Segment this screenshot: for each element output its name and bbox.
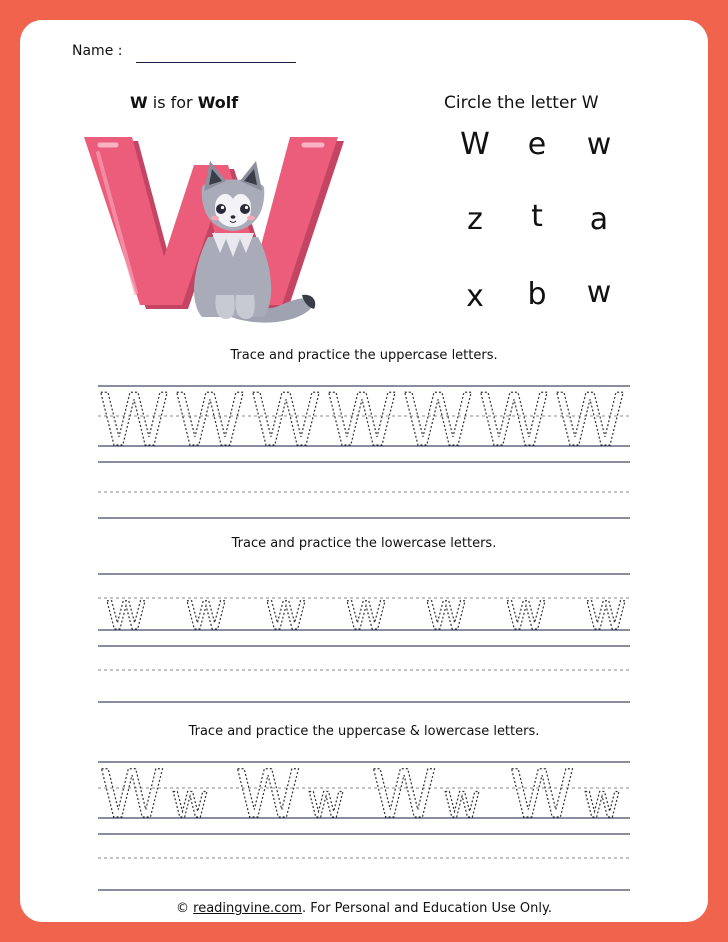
circle-letter-grid	[455, 127, 685, 320]
mixed-trace-band[interactable]	[98, 758, 630, 894]
trace-letter: W	[371, 758, 437, 833]
trace-letter: W	[99, 758, 165, 833]
trace-letter: w	[424, 582, 468, 642]
footer	[20, 901, 708, 916]
subject-title	[130, 93, 238, 112]
trace-letter: W	[402, 378, 474, 462]
trace-letter: w	[344, 582, 388, 642]
subject-is-for: is for	[152, 93, 193, 112]
trace-letter: w	[307, 774, 345, 828]
trace-letter: W	[326, 378, 398, 462]
trace-letter: w	[184, 582, 228, 642]
footer-link[interactable]: readingvine.com	[193, 901, 302, 916]
trace-letter: w	[504, 582, 548, 642]
circle-letter-option[interactable]: e	[527, 127, 547, 162]
name-line[interactable]	[136, 62, 296, 63]
trace-letter: W	[98, 378, 170, 462]
trace-letter: W	[235, 758, 301, 833]
lowercase-trace-band[interactable]	[98, 570, 630, 706]
circle-letter-option[interactable]: b	[527, 277, 547, 312]
circle-letter-title: Circle the letter W	[444, 93, 599, 113]
worksheet	[20, 20, 708, 922]
trace-letter: W	[250, 378, 322, 462]
subject-letter: W	[130, 93, 148, 112]
circle-letter-option[interactable]: z	[467, 202, 483, 237]
trace-letter: W	[478, 378, 550, 462]
trace-letter: w	[443, 774, 481, 828]
trace-letter: W	[509, 758, 575, 833]
subject-word: Wolf	[197, 93, 239, 112]
trace-letter: w	[264, 582, 308, 642]
trace-letter: w	[584, 582, 628, 642]
trace-letter: w	[171, 774, 209, 828]
instruction-mixed: Trace and practice the uppercase & lowercase letters.	[188, 724, 540, 739]
trace-letter: W	[174, 378, 246, 462]
name-label: Name :	[72, 43, 123, 59]
instruction-lowercase: Trace and practice the lowercase letters.	[231, 536, 497, 551]
trace-letter: W	[554, 378, 626, 462]
circle-letter-option[interactable]: w	[586, 127, 612, 162]
uppercase-trace-band[interactable]	[98, 378, 630, 522]
circle-letter-option[interactable]: a	[589, 202, 609, 237]
circle-letter-option[interactable]: W	[460, 127, 490, 162]
copyright-symbol: ©	[176, 901, 189, 916]
footer-text: . For Personal and Education Use Only.	[301, 901, 552, 916]
instruction-uppercase: Trace and practice the uppercase letters.	[230, 348, 498, 363]
trace-letter: w	[583, 774, 621, 828]
wolf-letter-illustration	[76, 125, 366, 330]
circle-letter-option[interactable]: x	[466, 279, 484, 314]
circle-letter-option[interactable]: w	[586, 275, 612, 310]
trace-letter: w	[104, 582, 148, 642]
circle-letter-option[interactable]: t	[531, 199, 543, 234]
